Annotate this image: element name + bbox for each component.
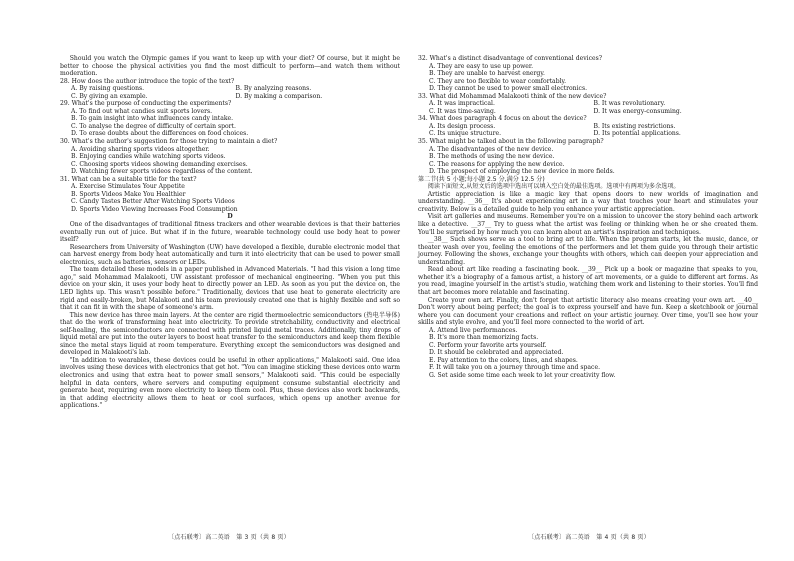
- passage-d-para-3: The team detailed these models in a paper published in Advanced Materials. "I had this vision a long time ago," said Mohammad Malakooti, UW assistant professor of mechanical engineering. "When you put this device on your skin, it uses your body heat to directly power an LED. As soon as you put the device on, the LED lights up. This wasn't possible before." Traditionally, devices that use heat to generate electricity are rigid and easily-broken, but Malakooti and his team previously created one that is highly flexible and soft so that it can fit in with the shape of someone's arm.: [60, 266, 400, 312]
- question-33: 33. What did Mohammad Malakooti think of the new device?: [418, 92, 607, 100]
- q28-options-row1: [60, 85, 400, 93]
- q30-option-d[interactable]: D. Watching fewer sports videos regardless of the content.: [71, 168, 253, 176]
- option-d[interactable]: D. It should be celebrated and appreciated.: [429, 349, 564, 357]
- q35-option-d[interactable]: D. The prospect of employing the new device in more fields.: [429, 168, 615, 176]
- question-28: 28. How does the author introduce the topic of the text?: [60, 77, 235, 85]
- q33-option-b[interactable]: B. It was revolutionary.: [593, 100, 666, 108]
- q34-options-row1: [418, 123, 758, 131]
- passage-2-para-2: Visit art galleries and museums. Remember you're on a mission to uncover the story behind each artwork like a detective. __37__ Try to guess what the artist was feeling or thinking when he or she created them. You'll be surprised by how much you can learn about an artist's inspiration and techniques.: [418, 213, 758, 236]
- passage-2-para-5: Create your own art. Finally, don't forget that artistic literacy also means creating your own art. __40__ Don't worry about being perfect; the goal is to express yourself and have fun. Keep a sketchbook or journal where you can document your creations and reflect on your artistic journey. Over time, you'll see how your skills and style evolve, and you'll feel more connected to the world of art.: [418, 296, 758, 327]
- q30-option-a[interactable]: A. Avoiding sharing sports videos altogether.: [71, 145, 210, 153]
- option-g[interactable]: G. Set aside some time each week to let your creativity flow.: [429, 371, 616, 379]
- q29-option-b[interactable]: B. To gain insight into what influences candy intake.: [71, 115, 234, 123]
- q35-option-b[interactable]: B. The methods of using the new device.: [429, 153, 555, 161]
- section-d-heading: D: [227, 213, 233, 221]
- q30-option-c[interactable]: C. Choosing sports videos showing demanding exercises.: [71, 160, 248, 168]
- option-c[interactable]: C. Perform your favorite arts yourself.: [429, 341, 547, 349]
- q32-option-c[interactable]: C. They are too flexible to wear comfortably.: [429, 77, 567, 85]
- q34-option-a[interactable]: A. Its design process.: [429, 122, 496, 130]
- q29-option-a[interactable]: A. To find out what candies suit sports lovers.: [71, 107, 213, 115]
- passage-d-para-1: One of the disadvantages of traditional fitness trackers and other wearable devices is that their batteries eventually run out of juice. But what if in the future, wearable technology could use body heat to power itself?: [60, 221, 400, 244]
- q31-option-b[interactable]: B. Sports Videos Make You Healthier: [71, 190, 186, 198]
- q34-options-row2: [418, 130, 758, 138]
- passage-d-para-5: "In addition to wearables, these devices could be useful in other applications," Malakooti said. One idea involves using these devices with electronics that get hot. "You can imagine sticking these devices onto warm electronics and using that extra heat to power small sensors," Malakooti said. "This could be especially helpful in data centers, where servers and computing equipment consume substantial electricity and generate heat, requiring even more electricity to keep them cool. Plus, these devices also work backwards, in that adding electricity allows them to heat or cool surfaces, which opens up another avenue for applications.": [60, 356, 400, 410]
- q34-option-b[interactable]: B. Its existing restrictions.: [593, 122, 676, 130]
- left-page: [60, 55, 400, 410]
- intro-text: Should you watch the Olympic games if you want to keep up with your diet? Of course, but it might be better to choose the physical activities you find the most difficult to perform—and watch them without moderation.: [60, 55, 401, 78]
- q32-option-b[interactable]: B. They are unable to harvest energy.: [429, 70, 545, 78]
- passage-2-para-1: Artistic appreciation is like a magic key that opens doors to new worlds of imagination and understanding. __36__ It's about experiencing art in a way that touches your heart and stimulates your creativity. Below is a detailed guide to help you enhance your artistic appreciation.: [418, 190, 758, 213]
- q35-option-a[interactable]: A. The disadvantages of the new device.: [429, 145, 554, 153]
- question-29: 29. What's the purpose of conducting the experiments?: [60, 100, 232, 108]
- q28-option-b[interactable]: B. By analyzing reasons.: [235, 85, 312, 93]
- passage-2-para-3: __38__ Such shows serve as a tool to bring art to life. When the program starts, let the music, dance, or theater wash over you, feeling the emotions of the performers and let them guide you through their artistic journey. Following the shows, exchange your thoughts with others, which can deepen your appreciation and understanding.: [418, 236, 758, 266]
- q28-option-a[interactable]: A. By raising questions.: [71, 85, 145, 93]
- passage-d-para-4: This new device has three main layers. At the center are rigid thermoelectric semiconductors (热电半导体) that do the work of transforming heat into electricity. To provide stretchability, conductivity and electrical self-healing, the semiconductors are connected with printed liquid metal traces. Additionally, tiny drops of liquid metal are put into the outer layers to boost heat transfer to the semiconductors and keep them flexible since the metal stays liquid at room temperature. Everything except the semiconductors was designed and developed in Malakooti's lab.: [60, 311, 400, 357]
- q28-option-d[interactable]: D. By making a comparison.: [235, 92, 323, 100]
- q33-option-d[interactable]: D. It was energy-consuming.: [593, 107, 682, 115]
- question-31: 31. What can be a suitable title for the text?: [60, 175, 197, 183]
- q33-option-a[interactable]: A. It was impractical.: [429, 100, 495, 108]
- question-32: 32. What's a distinct disadvantage of conventional devices?: [418, 55, 603, 62]
- q32-option-d[interactable]: D. They cannot be used to power small electronics.: [429, 85, 588, 93]
- q33-options-row1: [418, 100, 758, 108]
- q33-options-row2: [418, 108, 758, 116]
- option-f[interactable]: F. It will take you on a journey through time and space.: [429, 364, 601, 372]
- option-b[interactable]: B. It's more than memorizing facts.: [429, 334, 539, 342]
- q29-option-d[interactable]: D. To erase doubts about the differences on food choices.: [71, 130, 249, 138]
- option-e[interactable]: E. Pay attention to the colors, lines, and shapes.: [429, 356, 578, 364]
- q32-option-a[interactable]: A. They are easy to use up power.: [429, 62, 534, 70]
- question-34: 34. What does paragraph 4 focus on about the device?: [418, 115, 587, 123]
- passage-2-para-4: Read about art like reading a fascinating book. __39__ Pick up a book or magazine that speaks to you, whether it's a biography of a famous artist, a history of art movements, or a guide to different art forms. As you read, imagine yourself in the artist's studio, watching them work and listening to their stories. You'll find that art becomes more relatable and fascinating.: [418, 266, 758, 296]
- q31-option-c[interactable]: C. Candy Tastes Better After Watching Sports Videos: [71, 198, 235, 206]
- q28-options-row2: [60, 93, 400, 101]
- footer-page-3: 〔点石联考〕高二英语 第 3 页（共 8 页）: [168, 534, 290, 541]
- q35-option-c[interactable]: C. The reasons for applying the new device.: [429, 160, 565, 168]
- option-a[interactable]: A. Attend live performances.: [429, 326, 518, 334]
- right-page: [418, 55, 758, 380]
- q30-option-b[interactable]: B. Enjoying candies while watching sports videos.: [71, 153, 226, 161]
- section-2-instructions: 阅读下面短文,从短文后的选项中选出可以填入空白处的最佳选项。选项中有两项为多余选项。: [427, 183, 680, 191]
- q31-option-d[interactable]: D. Sports Video Viewing Increases Food Consumption: [71, 205, 238, 213]
- q33-option-c[interactable]: C. It was time-saving.: [429, 107, 496, 115]
- q34-option-d[interactable]: D. Its potential applications.: [593, 130, 681, 138]
- question-30: 30. What's the author's suggestion for those trying to maintain a diet?: [60, 138, 278, 146]
- q34-option-c[interactable]: C. Its unique structure.: [429, 130, 502, 138]
- footer-page-4: 〔点石联考〕高二英语 第 4 页（共 8 页）: [528, 534, 650, 541]
- question-35: 35. What might be talked about in the following paragraph?: [418, 138, 604, 146]
- section-2-heading: 第二节(共 5 小题;每小题 2.5 分,满分 12.5 分): [418, 175, 545, 183]
- q28-option-c[interactable]: C. By giving an example.: [71, 92, 148, 100]
- q31-option-a[interactable]: A. Exercise Stimulates Your Appetite: [71, 183, 185, 191]
- q29-option-c[interactable]: C. To analyse the degree of difficulty of certain sport.: [71, 122, 236, 130]
- passage-d-para-2: Researchers from University of Washington (UW) have developed a flexible, durable electronic model that can harvest energy from body heat automatically and turn it into electricity that can be used to power small electronics, such as batteries, sensors or LEDs.: [60, 243, 400, 266]
